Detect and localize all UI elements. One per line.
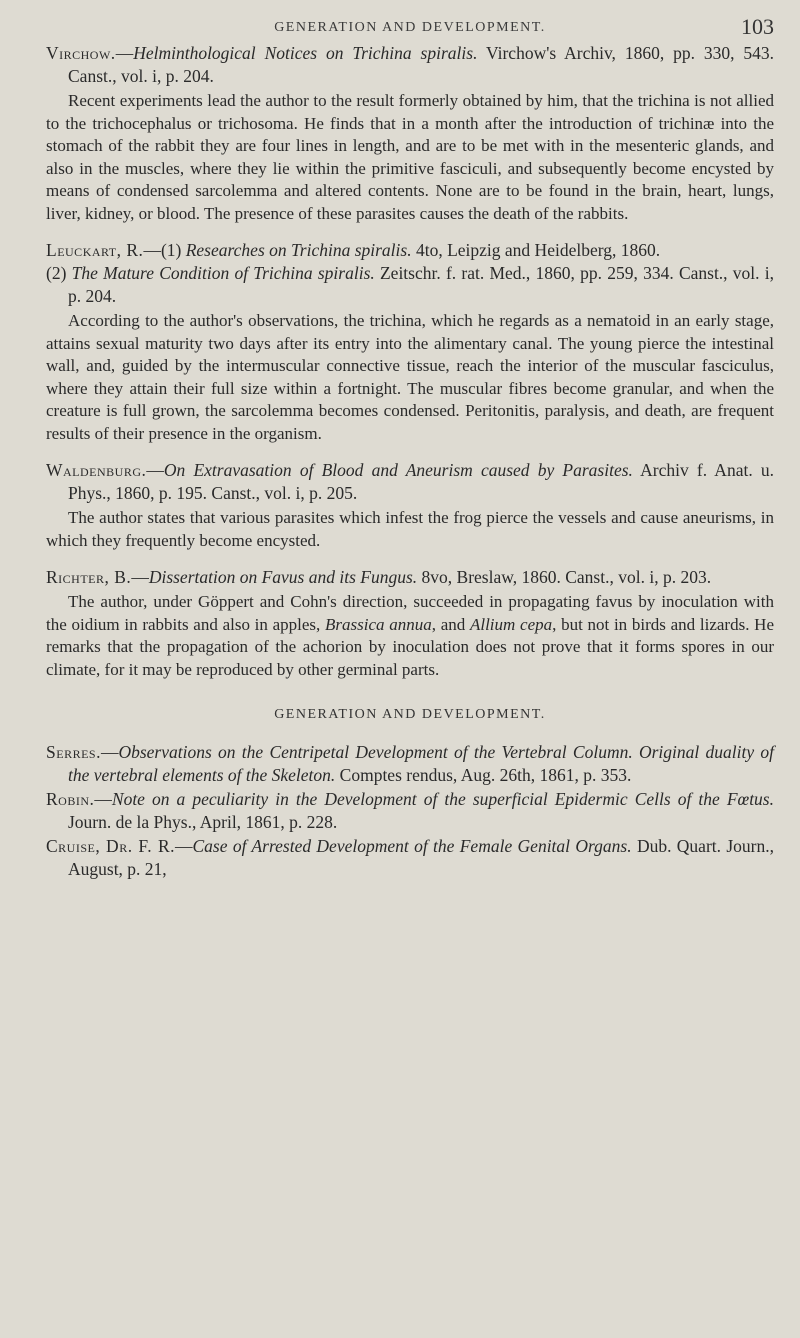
section-heading: GENERATION AND DEVELOPMENT. bbox=[274, 707, 546, 722]
entry-dash: — bbox=[100, 742, 119, 762]
bibliography-entry bbox=[46, 788, 774, 833]
bibliography-entry bbox=[46, 835, 774, 880]
entry-heading bbox=[46, 42, 774, 88]
entry-dash: — bbox=[175, 836, 193, 856]
entry-citation: 4to, Leipzig and Heidelberg, 1860. bbox=[411, 240, 661, 260]
entry-abstract: The author states that various parasites which infest the frog pierce the vessels and cause aneurisms, in which they frequently become encysted. bbox=[46, 508, 774, 550]
entry-heading bbox=[46, 239, 774, 262]
entry-abstract bbox=[46, 591, 774, 681]
bibliography-entry bbox=[46, 459, 774, 552]
running-head-title: GENERATION AND DEVELOPMENT. bbox=[274, 20, 546, 35]
entry-title: Observations on the Centripetal Development of the Vertebral Column. Original duality of the vertebral elements of the Skeleton. bbox=[68, 742, 774, 785]
bibliography-entry bbox=[46, 42, 774, 225]
entry-citation: Virchow's Archiv, 1860, pp. 330, 543. Canst., vol. i, p. 204. bbox=[68, 43, 775, 86]
entry-author: Virchow. bbox=[46, 43, 116, 63]
entry-abstract: Recent experiments lead the author to the result formerly obtained by him, that the trichina is not allied to the trichocephalus or trichosoma. He finds that in a month after the introduction of trichinæ into the stomach of the rabbit they are four lines in length, and are to be met with in the mesenteric glands, and also in the muscles, where they lie within the primitive fasciculi, and subsequently become encysted by means of condensed sarcolemma and altered contents. None are to be found in the brain, heart, lungs, liver, kidney, or blood. The presence of these parasites causes the death of the rabbits. bbox=[46, 91, 774, 223]
entry-author: Serres. bbox=[46, 742, 101, 762]
species-name: Brassica annua bbox=[325, 614, 432, 634]
entry-dash: — bbox=[131, 567, 149, 587]
page-number: 103 bbox=[741, 14, 774, 39]
entry-author: Richter, B. bbox=[46, 567, 132, 587]
entry-dash: — bbox=[94, 789, 112, 809]
abstract-text: , and bbox=[431, 614, 470, 634]
species-name: Allium cepa bbox=[469, 614, 553, 634]
bibliography-entry bbox=[46, 239, 774, 445]
entry-heading bbox=[46, 788, 774, 833]
entry-author: Robin. bbox=[46, 789, 95, 809]
entry-citation: 8vo, Breslaw, 1860. Canst., vol. i, p. 203. bbox=[417, 567, 712, 587]
entry-dash: — bbox=[115, 43, 134, 63]
entry-part-number: (2) bbox=[46, 263, 72, 283]
entry-citation: Zeitschr. f. rat. Med., 1860, pp. 259, 334. Canst., vol. i, p. 204. bbox=[68, 263, 774, 306]
entry-subheading bbox=[46, 262, 774, 308]
entry-heading bbox=[46, 459, 774, 505]
entry-title: Helminthological Notices on Trichina spiralis. bbox=[133, 43, 478, 63]
entry-title: Case of Arrested Development of the Female Genital Organs. bbox=[192, 836, 632, 856]
running-head bbox=[46, 14, 774, 42]
entry-citation: Dub. Quart. Journ., August, p. 21, bbox=[68, 836, 774, 879]
entry-part-number: (1) bbox=[160, 240, 186, 260]
bibliography-entry bbox=[46, 741, 774, 786]
entry-title: On Extravasation of Blood and Aneurism caused by Parasites. bbox=[163, 460, 633, 480]
entry-title: Note on a peculiarity in the Development of the superficial Epidermic Cells of the Fœtus. bbox=[111, 789, 774, 809]
abstract-text: The author, under Göppert and Cohn's direction, succeeded in propagating favus by inoculation with the oidium in rabbits and also in apples, bbox=[46, 592, 774, 634]
entry-citation: Archiv f. Anat. u. Phys., 1860, p. 195. Canst., vol. i, p. 205. bbox=[68, 460, 774, 503]
entry-citation: Journ. de la Phys., April, 1861, p. 228. bbox=[68, 811, 338, 832]
entry-citation: Comptes rendus, Aug. 26th, 1861, p. 353. bbox=[335, 764, 632, 785]
entry-heading bbox=[46, 566, 774, 589]
entry-title: Researches on Trichina spiralis. bbox=[185, 240, 412, 260]
entry-heading bbox=[46, 835, 774, 880]
entry-author: Waldenburg. bbox=[46, 460, 147, 480]
entry-author: Leuckart, R. bbox=[46, 240, 144, 260]
entry-title: The Mature Condition of Trichina spiralis. bbox=[71, 263, 375, 283]
abstract-text: , but not in birds and lizards. He remarks that the propagation of the achorion by inoculation does not prove that it forms spores in our climate, for it may be reproduced by other germinal parts. bbox=[46, 614, 774, 679]
entry-heading bbox=[46, 741, 774, 786]
entry-abstract: According to the author's observations, the trichina, which he regards as a nematoid in an early stage, attains sexual maturity two days after its entry into the alimentary canal. The young pierce the intestinal wall, and, guided by the intermuscular connective tissue, reach the interior of the muscular fasciculus, where they attain their full size within a fortnight. The muscular fibres become granular, and when the creature is full grown, the sarcolemma becomes condensed. Peritonitis, paralysis, and death, are frequent results of their presence in the organism. bbox=[46, 311, 774, 443]
entry-author: Cruise, Dr. F. R. bbox=[46, 836, 175, 856]
entry-dash: — bbox=[143, 240, 161, 260]
entry-dash: — bbox=[146, 460, 164, 480]
entry-title: Dissertation on Favus and its Fungus. bbox=[148, 567, 418, 587]
bibliography-entry bbox=[46, 566, 774, 681]
